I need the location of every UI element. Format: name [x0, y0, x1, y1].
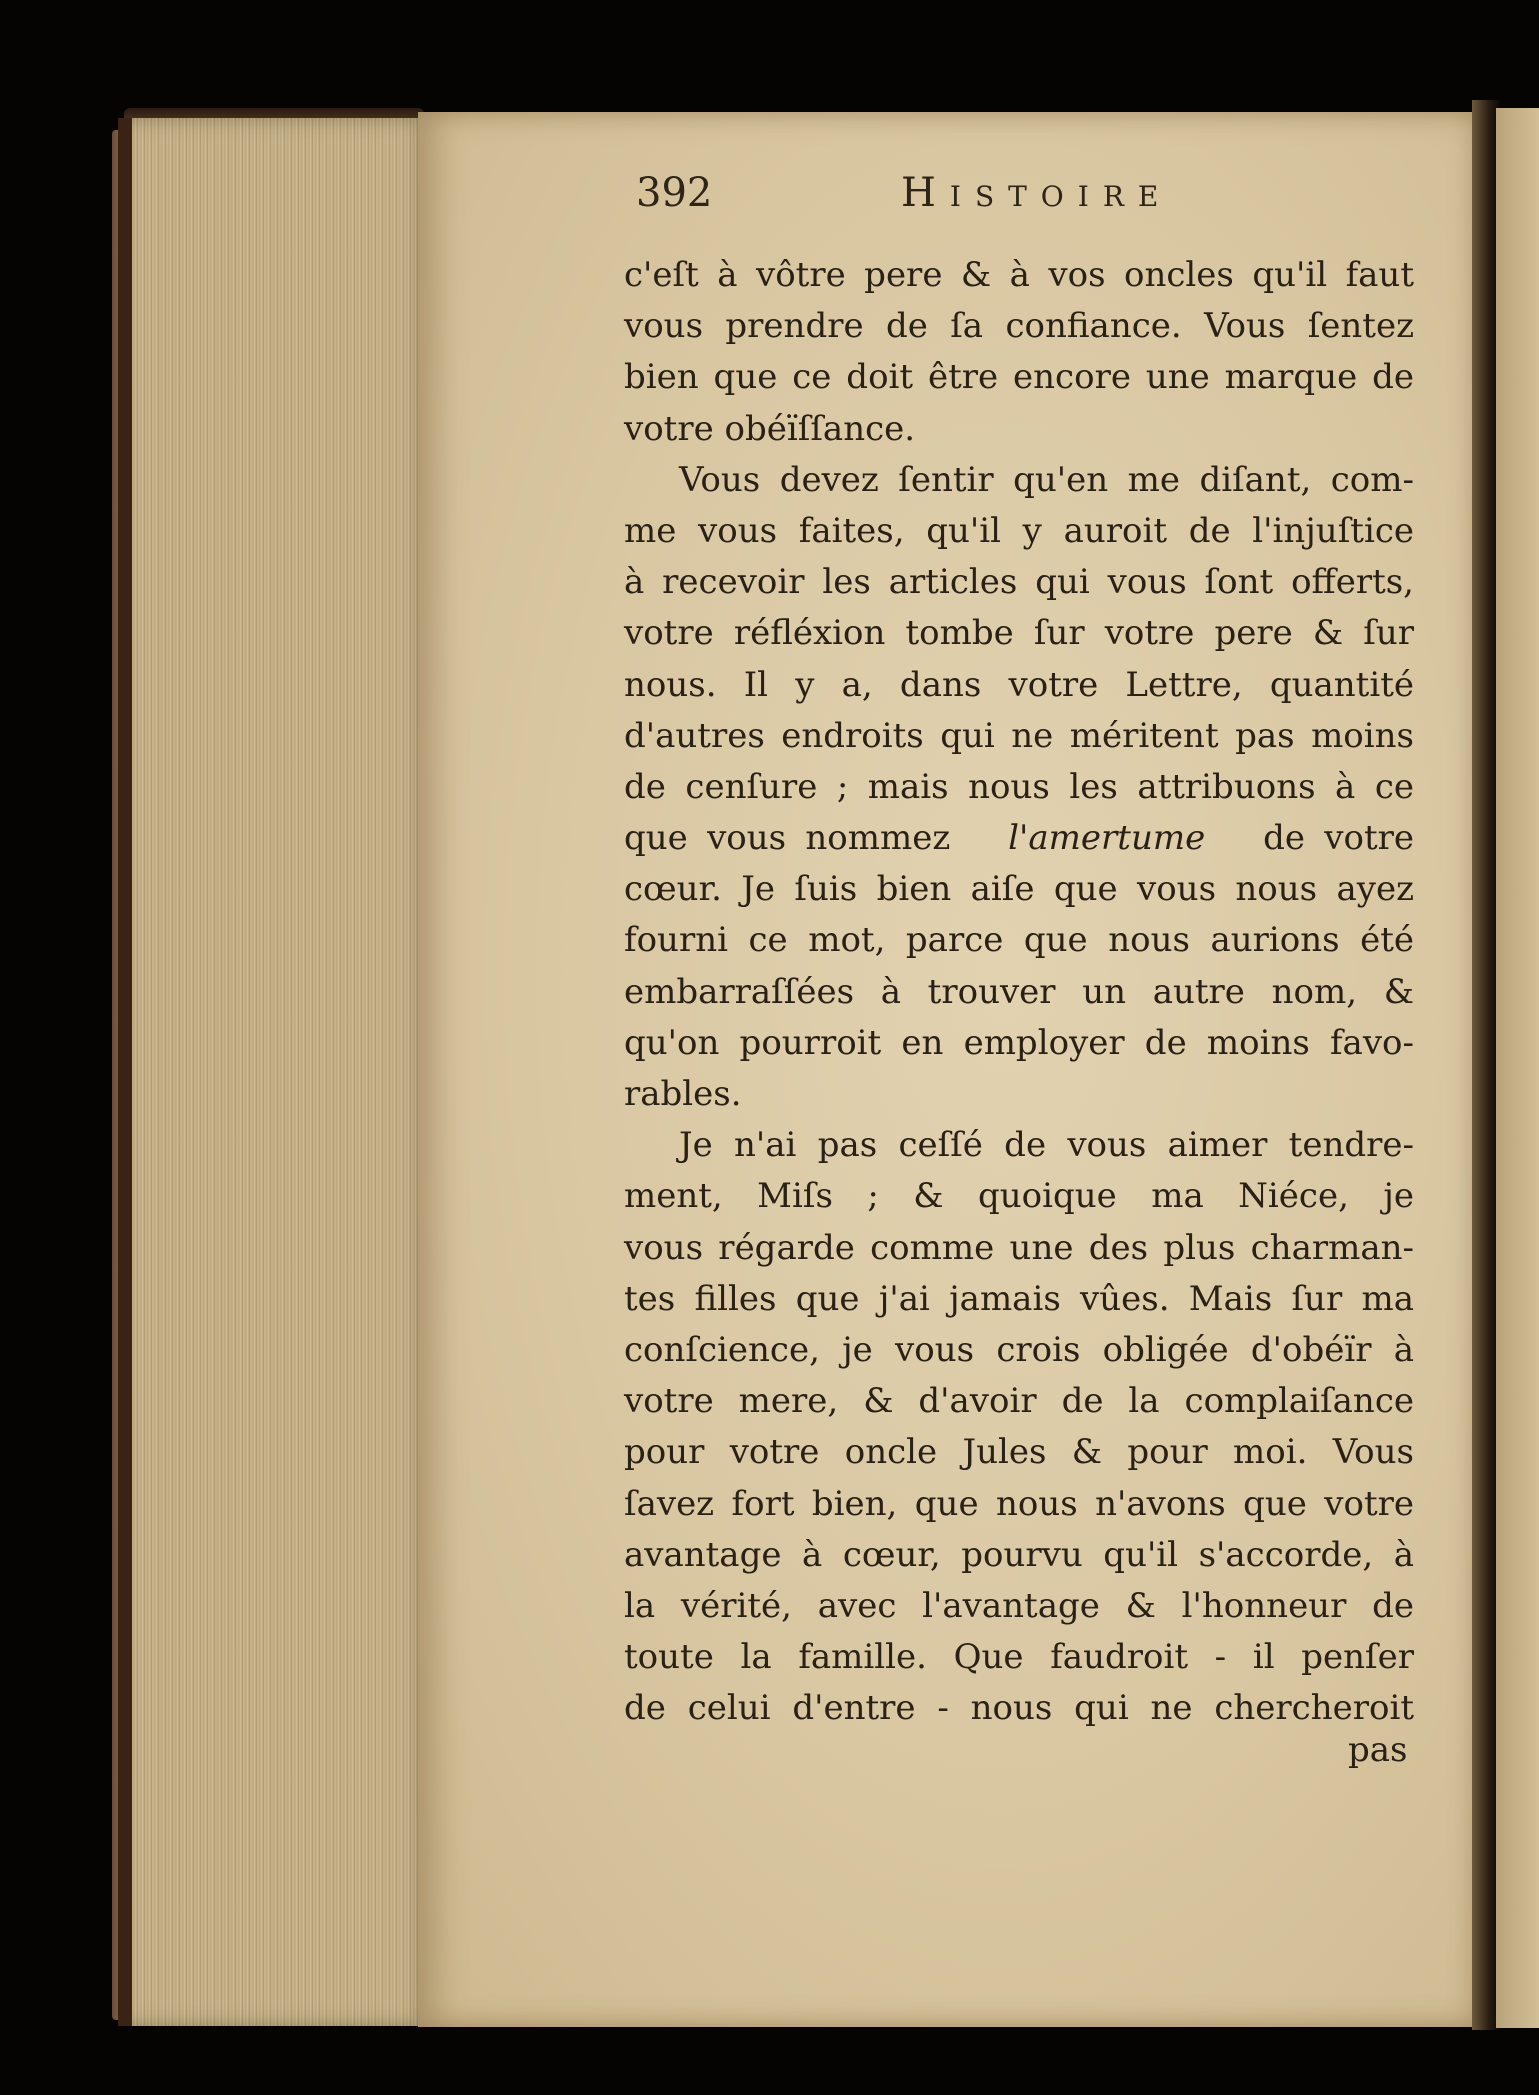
running-head: Histoire	[901, 170, 1173, 216]
text-line: bien que ce doit être encore une marque de	[624, 357, 1414, 398]
text-line: vous régarde comme une des plus charman-	[624, 1227, 1414, 1268]
text-line: qu'on pourroit en employer de moins favo-	[624, 1022, 1414, 1063]
text-line: avantage à cœur, pourvu qu'il s'accorde, à	[624, 1534, 1414, 1575]
text-line: embarraſſées à trouver un autre nom, &	[624, 971, 1414, 1012]
page-body	[624, 250, 1414, 1734]
text-line: c'eſt à vôtre pere & à vos oncles qu'il faut	[624, 255, 1414, 295]
text-line: de celui d'entre - nous qui ne chercheroit	[624, 1688, 1414, 1729]
text-line: Je n'ai pas ceſſé de vous aimer tendre-	[679, 1125, 1414, 1166]
text-line: d'autres endroits qui ne méritent pas moins	[624, 715, 1414, 756]
text-line: toute la famille. Que faudroit - il penſer	[624, 1637, 1414, 1678]
page-header	[636, 170, 1336, 230]
text-line: tes filles que j'ai jamais vûes. Mais ſur ma	[624, 1278, 1414, 1319]
text-line: me vous faites, qu'il y auroit de l'injuſtice	[624, 510, 1414, 551]
page-number: 392	[636, 170, 713, 216]
text-line: votre obéïſſance.	[624, 408, 916, 449]
text-line: Vous devez ſentir qu'en me diſant, com-	[679, 459, 1414, 500]
page-fore-edge	[118, 118, 432, 2026]
text-line-with-italic	[624, 813, 1414, 864]
text-line: votre mere, & d'avoir de la complaiſance	[624, 1381, 1414, 1422]
text-line: ment, Miſs ; & quoique ma Niéce, je	[624, 1176, 1414, 1217]
text-line: de cenſure ; mais nous les attribuons à ce	[624, 766, 1414, 807]
text-line: la vérité, avec l'avantage & l'honneur de	[624, 1585, 1414, 1626]
facing-page-edge	[1496, 108, 1539, 2028]
text-line: rables.	[624, 1074, 742, 1114]
text-line: vous prendre de ſa confiance. Vous ſentez	[624, 306, 1414, 347]
text-line: nous. Il y a, dans votre Lettre, quantité	[624, 664, 1414, 705]
text-line: pour votre oncle Jules & pour moi. Vous	[624, 1432, 1414, 1473]
text-segment: que vous nommez	[624, 818, 951, 859]
text-line: conſcience, je vous crois obligée d'obéïr à	[624, 1329, 1414, 1370]
text-line: ſavez fort bien, que nous n'avons que votre	[624, 1483, 1414, 1524]
text-line: votre réfléxion tombe ſur votre pere & ſur	[624, 613, 1414, 654]
text-line: à recevoir les articles qui vous ſont offerts,	[624, 562, 1414, 603]
text-line: cœur. Je ſuis bien aiſe que vous nous ayez	[624, 869, 1414, 910]
catchword: pas	[1348, 1730, 1408, 1770]
text-line: fourni ce mot, parce que nous aurions été	[624, 920, 1414, 961]
text-segment: de votre	[1263, 818, 1414, 859]
italic-word: l'amertume	[1008, 818, 1206, 859]
